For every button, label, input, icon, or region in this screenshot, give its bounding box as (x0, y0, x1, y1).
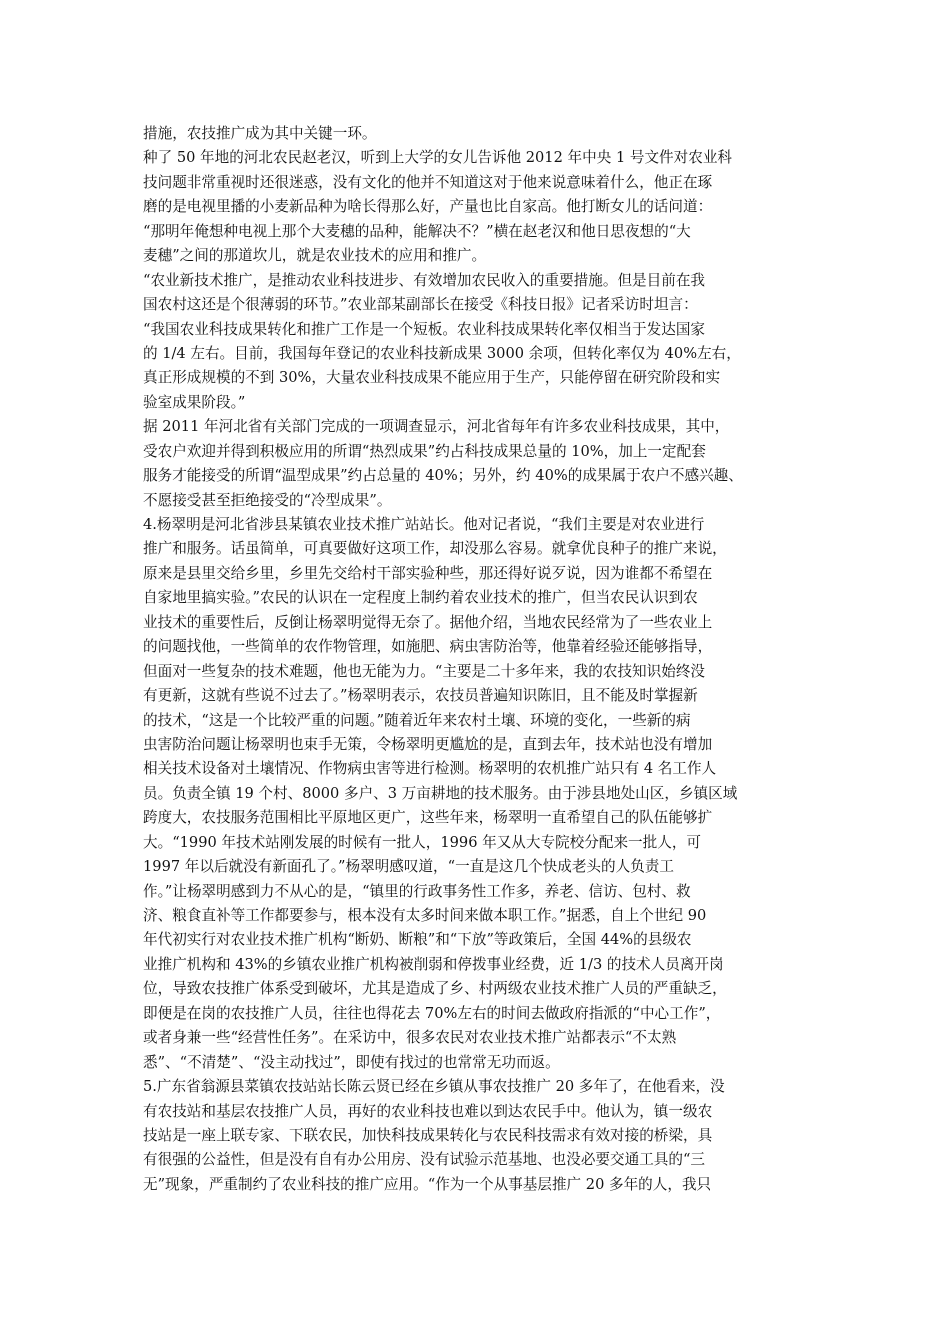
text-line: “农业新技术推广，是推动农业科技进步、有效增加农民收入的重要措施。但是目前在我 (143, 271, 706, 289)
text-line: 即便是在岗的农技推广人员，往往也得花去 70%左右的时间去做政府指派的“中心工作”， (143, 1004, 721, 1022)
text-line: 受农户欢迎并得到积极应用的所谓“热烈成果”约占科技成果总量的 10%，加上一定配套 (143, 442, 706, 460)
text-line: 推广和服务。话虽简单，可真要做好这项工作，却没那么容易。就拿优良种子的推广来说， (143, 540, 727, 558)
text-line: 的 1/4 左右。目前，我国每年登记的农业科技新成果 3000 余项，但转化率仅为 40%左右， (143, 344, 741, 362)
text-line: 业推广机构和 43%的乡镇农业推广机构被削弱和停拨事业经费，近 1/3 的技术人员离开岗 (143, 955, 724, 973)
text-line: 有很强的公益性，但是没有自有办公用房、没有试验示范基地、也没必要交通工具的“三 (143, 1151, 706, 1169)
text-line: 技站是一座上联专家、下联农民，加快科技成果转化与农民科技需求有效对接的桥梁，具 (143, 1126, 713, 1144)
text-line: 真正形成规模的不到 30%，大量农业科技成果不能应用于生产，只能停留在研究阶段和实 (143, 369, 721, 387)
text-line: 不愿接受甚至拒绝接受的“冷型成果”。 (143, 491, 392, 509)
text-line: 相关技术设备对土壤情况、作物病虫害等进行检测。杨翠明的农机推广站只有 4 名工作人 (143, 760, 717, 778)
text-line: 的技术，“这是一个比较严重的问题。”随着近年来农村土壤、环境的变化，一些新的病 (143, 711, 691, 729)
text-line: 麦穗”之间的那道坎儿，就是农业技术的应用和推广。 (143, 247, 487, 265)
text-line: 业技术的重要性后，反倒让杨翠明觉得无奈了。据他介绍，当地农民经常为了一些农业上 (143, 613, 713, 631)
text-line: 5.广东省翁源县菜镇农技站站长陈云贤已经在乡镇从事农技推广 20 多年了，在他看来，没 (143, 1078, 725, 1096)
text-line: 自家地里搞实验。”农民的认识在一定程度上制约着农业技术的推广，但当农民认识到农 (143, 589, 698, 607)
text-line: 国农村这还是个很薄弱的环节。”农业部某副部长在接受《科技日报》记者采访时坦言： (143, 296, 698, 314)
text-line: 大。“1990 年技术站刚发展的时候有一批人，1996 年又从大专院校分配来一批人，可 (143, 833, 702, 851)
text-line: 济、粮食直补等工作都要参与，根本没有太多时间来做本职工作。”据悉，自上个世纪 90 (143, 907, 707, 924)
text-line: 位，导致农技推广体系受到破坏，尤其是造成了乡、村两级农业技术推广人员的严重缺乏， (143, 980, 727, 998)
text-line: 1997 年以后就没有新面孔了。”杨翠明感叹道，“一直是这几个快成老头的人负责工 (143, 858, 674, 876)
text-line: 有农技站和基层农技推广人员，再好的农业科技也难以到达农民手中。他认为，镇一级农 (143, 1102, 713, 1120)
text-line: 种了 50 年地的河北农民赵老汉，听到上大学的女儿告诉他 2012 年中央 1 号文件对农业科 (143, 149, 733, 167)
text-line: 4.杨翠明是河北省涉县某镇农业技术推广站站长。他对记者说，“我们主要是对农业进行 (143, 516, 705, 533)
text-line: 原来是县里交给乡里，乡里先交给村干部实验种些，那还得好说歹说，因为谁都不希望在 (143, 564, 713, 582)
text-line: 无”现象，严重制约了农业科技的推广应用。“作为一个从事基层推广 20 多年的人，我只 (143, 1175, 712, 1193)
body-text (143, 122, 815, 1197)
text-line: 跨度大，农技服务范围相比平原地区更广，这些年来，杨翠明一直希望自己的队伍能够扩 (143, 809, 713, 827)
text-line: “那明年俺想种电视上那个大麦穗的品种，能解决不？”横在赵老汉和他日思夜想的“大 (143, 222, 691, 240)
text-line: 服务才能接受的所谓“温型成果”约占总量的 40%；另外，约 40%的成果属于农户不感兴趣、 (143, 467, 743, 485)
text-line: 作。”让杨翠明感到力不从心的是，“镇里的行政事务性工作多，养老、信访、包村、救 (143, 882, 691, 900)
text-line: 验室成果阶段。” (143, 393, 246, 411)
text-line: 虫害防治问题让杨翠明也束手无策，令杨翠明更尴尬的是，直到去年，技术站也没有增加 (143, 735, 713, 753)
text-line: 但面对一些复杂的技术难题，他也无能为力。“主要是二十多年来，我的农技知识始终没 (143, 662, 706, 680)
text-line: 员。负责全镇 19 个村、8000 多户、3 万亩耕地的技术服务。由于涉县地处山区，乡镇区域 (143, 784, 738, 802)
text-line: “我国农业科技成果转化和推广工作是一个短板。农业科技成果转化率仅相当于发达国家 (143, 320, 706, 338)
text-line: 或者身兼一些“经营性任务”。在采访中，很多农民对农业技术推广站都表示“不太熟 (143, 1029, 677, 1047)
text-line: 磨的是电视里播的小麦新品种为啥长得那么好，产量也比自家高。他打断女儿的话问道： (143, 198, 713, 216)
text-line: 的问题找他，一些简单的农作物管理，如施肥、病虫害防治等，他靠着经验还能够指导， (143, 638, 713, 656)
text-line: 悉”、“不清楚”、“没主动找过”，即使有找过的也常常无功而返。 (143, 1053, 560, 1071)
text-line: 据 2011 年河北省有关部门完成的一项调查显示，河北省每年有许多农业科技成果，其中， (143, 418, 730, 436)
text-line: 有更新，这就有些说不过去了。”杨翠明表示，农技员普遍知识陈旧，且不能及时掌握新 (143, 687, 698, 705)
text-line: 措施，农技推广成为其中关键一环。 (143, 125, 377, 142)
text-line: 技问题非常重视时还很迷惑，没有文化的他并不知道这对于他来说意味着什么，他正在琢 (143, 173, 713, 191)
text-line: 年代初实行对农业技术推广机构“断奶、断粮”和“下放”等政策后，全国 44%的县级农 (143, 931, 692, 949)
